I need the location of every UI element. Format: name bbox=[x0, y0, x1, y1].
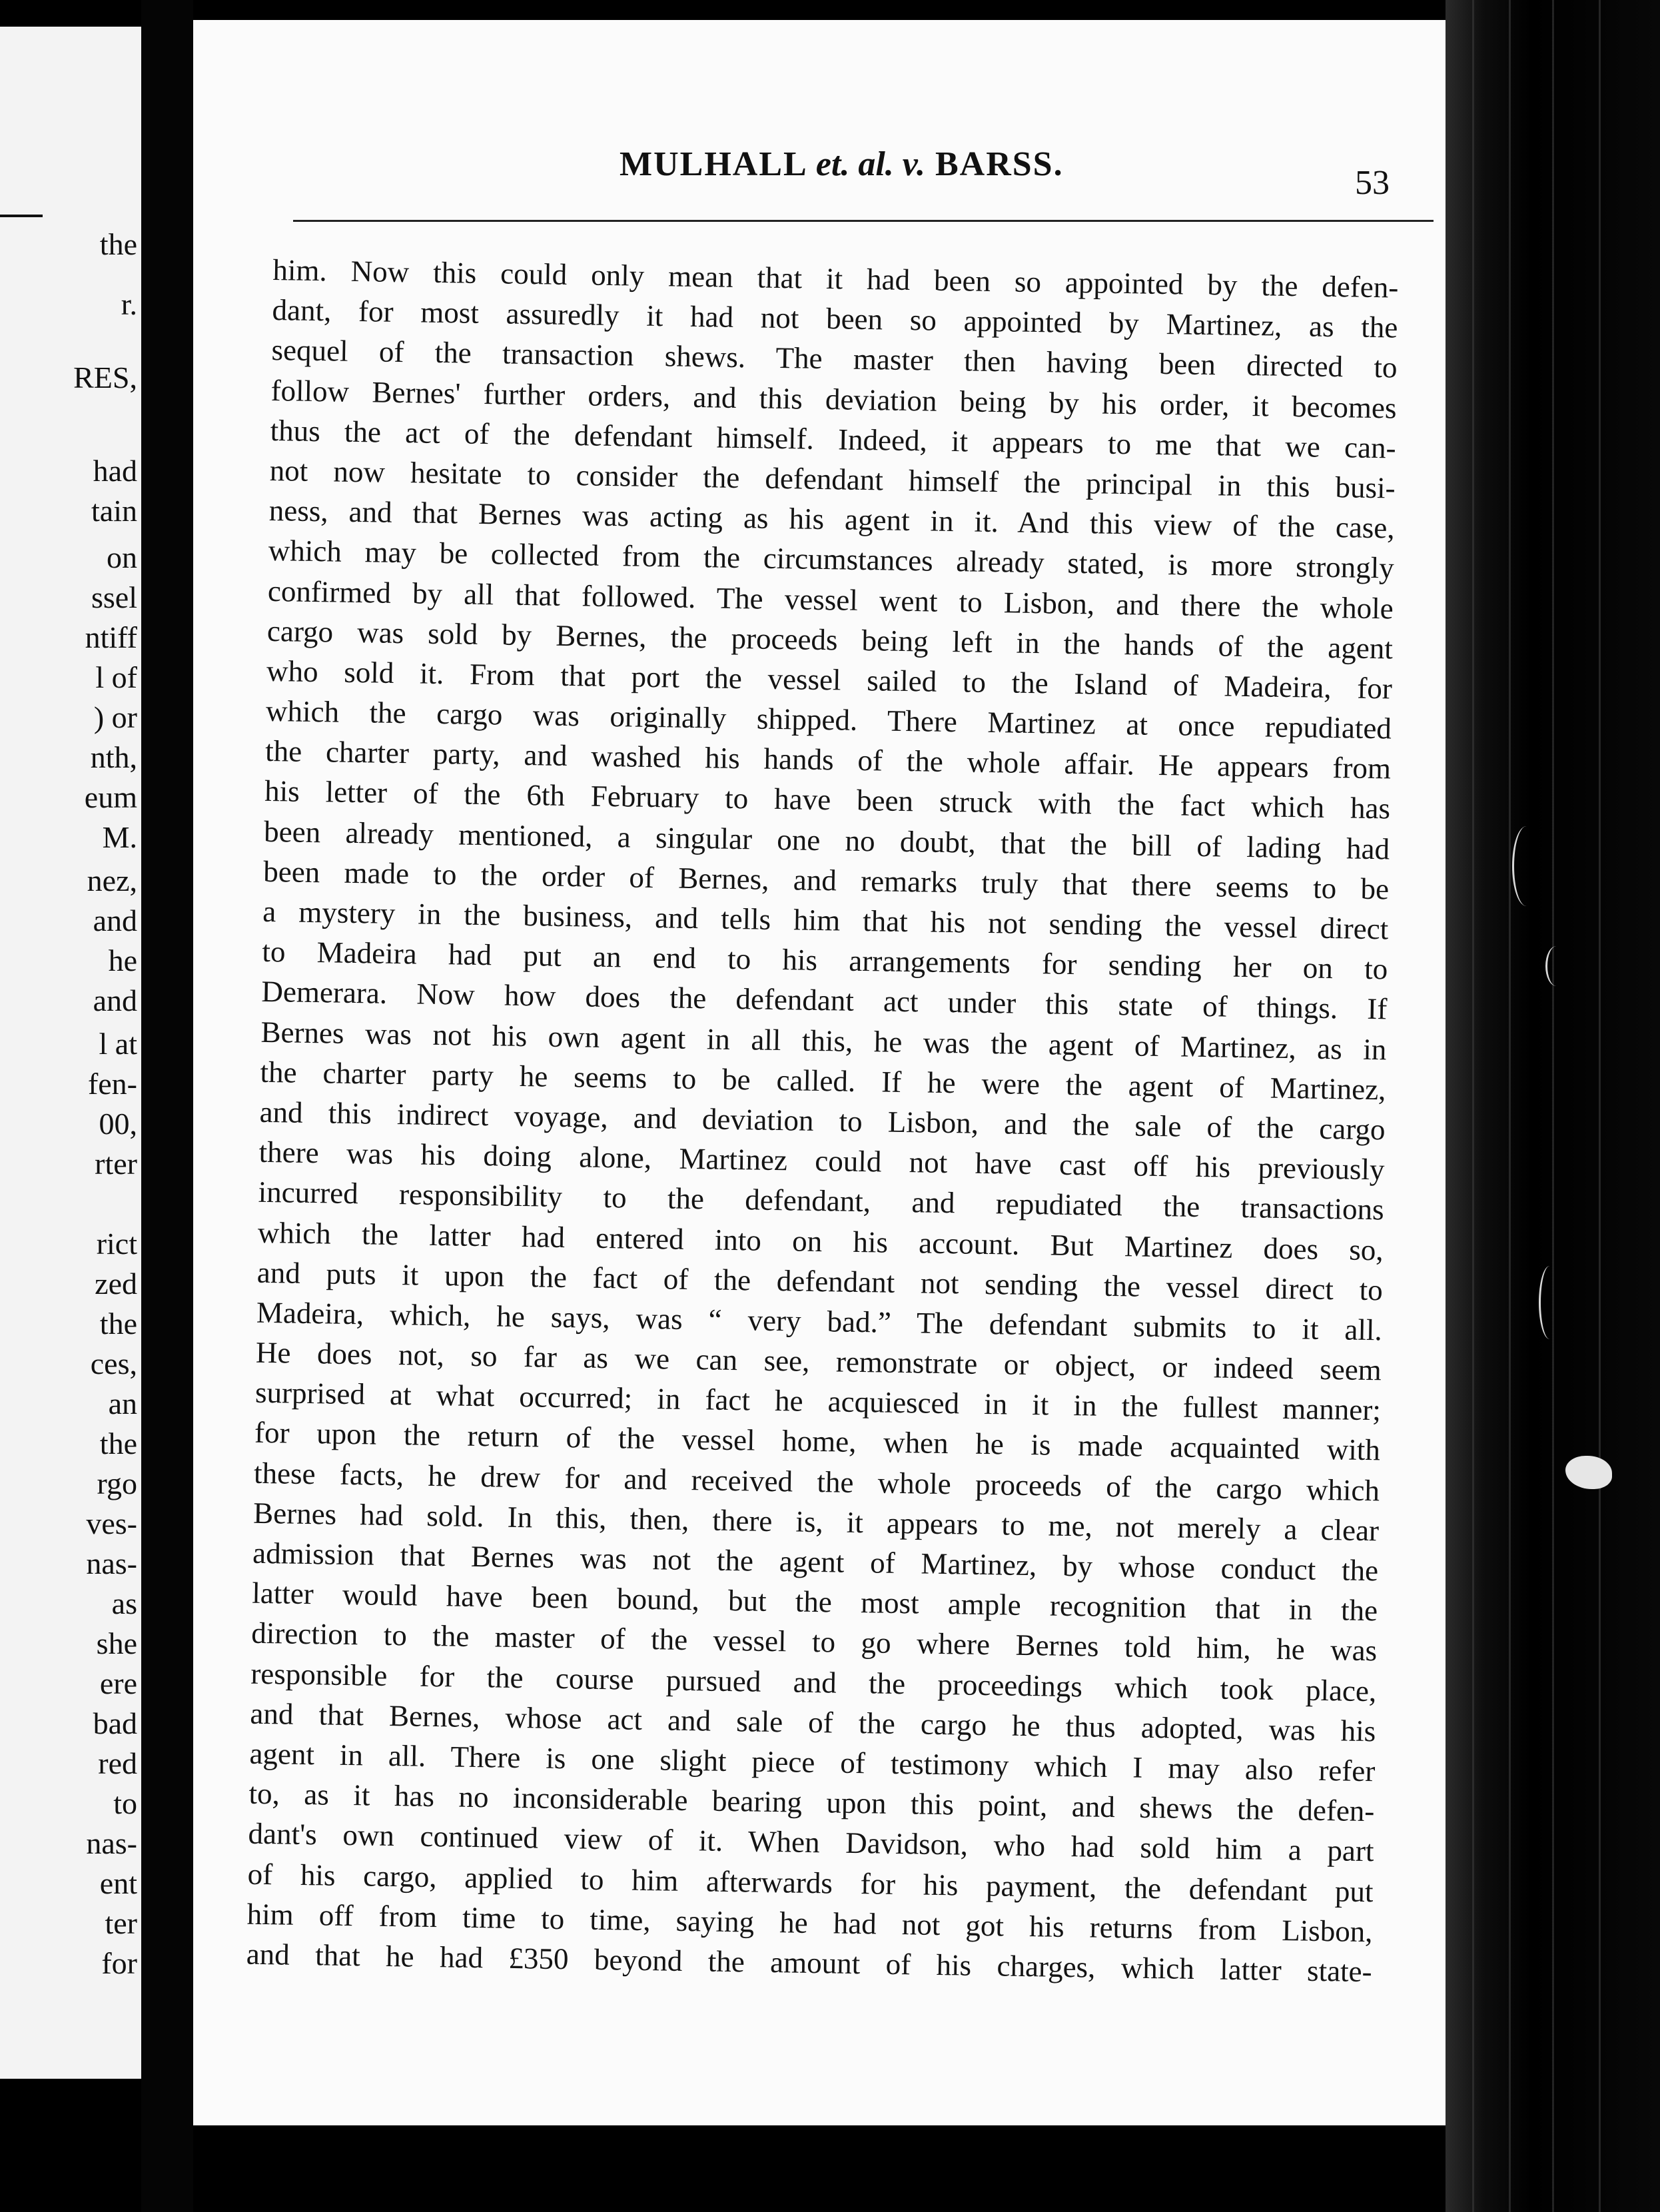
text-line: Bernes was not his own agent in all this, he was the agent of Martinez, as in bbox=[260, 1015, 1387, 1066]
left-margin-fragment: on bbox=[107, 540, 137, 574]
text-line: not now hesitate to consider the defendant himself the principal in this busi- bbox=[269, 453, 1396, 505]
text-line: incurred responsibility to the defendant, and repudiated the transactions bbox=[258, 1175, 1384, 1227]
text-line: Madeira, which, he says, was “ very bad.” The defendant submits to it all. bbox=[256, 1295, 1383, 1347]
left-margin-fragment: M. bbox=[102, 820, 137, 854]
text-line: cargo was sold by Bernes, the proceeds being left in the hands of the agent bbox=[266, 614, 1394, 666]
left-margin-fragment: zed bbox=[95, 1267, 137, 1301]
left-margin-fragment: 00, bbox=[99, 1107, 137, 1141]
left-margin-fragment: tain bbox=[91, 494, 137, 528]
left-margin-fragment: bad bbox=[93, 1706, 137, 1740]
text-line: for upon the return of the vessel home, when he is made acquainted with bbox=[254, 1416, 1381, 1467]
text-line: dant, for most assuredly it had not been so appointed by Martinez, as the bbox=[272, 293, 1398, 344]
text-line: latter would have been bound, but the most ample recognition that in the bbox=[251, 1576, 1378, 1628]
text-line: sequel of the transaction shews. The master then having been directed to bbox=[271, 333, 1398, 384]
left-margin-fragment: to bbox=[113, 1786, 137, 1820]
left-margin-fragment: ves- bbox=[86, 1506, 137, 1540]
text-line: thus the act of the defendant himself. Indeed, it appears to me that we can- bbox=[270, 413, 1396, 465]
text-line: He does not, so far as we can see, remonstrate or object, or indeed seem bbox=[255, 1335, 1382, 1387]
left-margin-fragment: l of bbox=[95, 660, 137, 694]
text-line: him off from time to time, saying he had not got his returns from Lisbon, bbox=[246, 1897, 1373, 1948]
header-rule bbox=[293, 220, 1434, 222]
left-margin-fragment: red bbox=[98, 1746, 137, 1780]
left-margin-fragment: as bbox=[111, 1586, 137, 1620]
left-margin-fragment: ent bbox=[99, 1866, 137, 1900]
left-margin-fragment: ter bbox=[105, 1906, 137, 1940]
text-line: a mystery in the business, and tells him that his not sending the vessel direct bbox=[262, 894, 1389, 946]
text-line: responsible for the course pursued and the proceedings which took place, bbox=[250, 1656, 1377, 1708]
left-margin-fragment: for bbox=[101, 1946, 137, 1980]
text-line: confirmed by all that followed. The vessel went to Lisbon, and there the whole bbox=[267, 574, 1394, 625]
text-line: the charter party he seems to be called. If he were the agent of Martinez, bbox=[260, 1055, 1386, 1107]
left-margin-fragment: the bbox=[99, 1426, 137, 1460]
left-margin-fragment: ssel bbox=[91, 580, 137, 614]
left-margin-fragment: and bbox=[93, 903, 137, 937]
left-margin-fragment: nez, bbox=[87, 863, 137, 897]
text-line: follow Bernes' further orders, and this deviation being by his order, it becomes bbox=[270, 373, 1397, 425]
left-margin-fragment: the bbox=[99, 1307, 137, 1341]
text-line: who sold it. From that port the vessel sailed to the Island of Madeira, for bbox=[266, 654, 1393, 706]
left-margin-fragment: she bbox=[96, 1626, 137, 1660]
left-margin-fragment: the bbox=[99, 227, 137, 261]
left-margin-fragment: he bbox=[108, 943, 137, 977]
text-line: which the cargo was originally shipped. There Martinez at once repudiated bbox=[265, 694, 1392, 746]
left-margin-fragment: and bbox=[93, 983, 137, 1017]
running-head bbox=[193, 137, 1446, 203]
left-margin-fragment: nth, bbox=[90, 740, 137, 774]
text-line: of his cargo, applied to him afterwards for his payment, the defendant put bbox=[247, 1857, 1374, 1908]
left-margin-fragment: nas- bbox=[86, 1826, 137, 1860]
left-margin-fragment: ) or bbox=[93, 700, 137, 734]
left-margin-fragment: RES, bbox=[73, 360, 137, 394]
text-line: been already mentioned, a singular one no doubt, that the bill of lading had bbox=[263, 814, 1390, 866]
left-margin-fragment: ntiff bbox=[85, 620, 137, 654]
text-line: to Madeira had put an end to his arrangements for sending her on to bbox=[262, 935, 1388, 986]
left-margin-fragment: ere bbox=[99, 1666, 137, 1700]
left-margin-fragment: eum bbox=[84, 780, 137, 814]
text-line: his letter of the 6th February to have been struck with the fact which has bbox=[264, 774, 1391, 826]
edge-scratch bbox=[1539, 1266, 1561, 1339]
text-line: been made to the order of Bernes, and remarks truly that there seems to be bbox=[262, 854, 1390, 906]
text-line: ness, and that Bernes was acting as his agent in it. And this view of the case, bbox=[268, 494, 1396, 545]
running-title-italic: et. al. v. bbox=[815, 145, 925, 183]
page-gutter bbox=[141, 0, 193, 2212]
text-line: and that Bernes, whose act and sale of the cargo he thus adopted, was his bbox=[250, 1696, 1376, 1748]
text-line: and that he had £350 beyond the amount of his charges, which latter state- bbox=[246, 1937, 1373, 1989]
running-title-part1: MULHALL bbox=[620, 145, 816, 183]
text-line: and this indirect voyage, and deviation to Lisbon, and the sale of the cargo bbox=[259, 1095, 1386, 1147]
left-margin-fragment: r. bbox=[121, 287, 137, 321]
left-margin-fragment: nas- bbox=[86, 1546, 137, 1580]
text-line: admission that Bernes was not the agent of Martinez, by whose conduct the bbox=[252, 1536, 1379, 1588]
left-margin-fragment: ces, bbox=[90, 1347, 137, 1381]
text-line: and puts it upon the fact of the defendant not sending the vessel direct to bbox=[256, 1255, 1384, 1307]
edge-scratch bbox=[1512, 826, 1541, 906]
text-line: these facts, he drew for and received the whole proceeds of the cargo which bbox=[253, 1456, 1380, 1507]
left-page-rule bbox=[0, 215, 43, 217]
text-line: Demerara. Now how does the defendant act under this state of things. If bbox=[261, 975, 1388, 1026]
text-line: there was his doing alone, Martinez could not have cast off his previously bbox=[258, 1135, 1385, 1187]
edge-stripe bbox=[1552, 0, 1554, 2212]
running-title bbox=[620, 145, 1064, 184]
page-number: 53 bbox=[1355, 164, 1390, 202]
text-line: Bernes had sold. In this, then, there is, it appears to me, not merely a clear bbox=[252, 1496, 1380, 1548]
left-page-strip bbox=[0, 27, 141, 2079]
left-margin-fragment: rict bbox=[96, 1227, 137, 1261]
text-line: dant's own continued view of it. When Davidson, who had sold him a part bbox=[248, 1817, 1374, 1868]
left-margin-fragment: fen- bbox=[87, 1067, 137, 1101]
book-edge bbox=[1446, 0, 1660, 2212]
running-title-part2: BARSS. bbox=[925, 145, 1064, 183]
body-text bbox=[246, 250, 1398, 1991]
text-line: him. Now this could only mean that it had been so appointed by the defen- bbox=[272, 253, 1399, 304]
left-margin-fragment: rter bbox=[95, 1147, 137, 1181]
text-line: agent in all. There is one slight piece of testimony which I may also refer bbox=[249, 1736, 1376, 1788]
edge-stripe bbox=[1509, 0, 1511, 2212]
left-margin-fragment: had bbox=[93, 454, 137, 488]
book-page bbox=[193, 20, 1446, 2125]
text-line: direction to the master of the vessel to go where Bernes told him, he was bbox=[250, 1616, 1378, 1668]
text-line: which may be collected from the circumstances already stated, is more strongly bbox=[268, 534, 1395, 585]
edge-stripe bbox=[1472, 0, 1474, 2212]
edge-blot bbox=[1565, 1456, 1612, 1489]
edge-scratch bbox=[1545, 946, 1567, 986]
left-margin-fragment: rgo bbox=[97, 1466, 137, 1500]
text-line: the charter party, and washed his hands of the whole affair. He appears from bbox=[264, 734, 1392, 786]
left-margin-fragment: an bbox=[108, 1386, 137, 1420]
text-line: to, as it has no inconsiderable bearing upon this point, and shews the defen- bbox=[248, 1776, 1375, 1828]
text-line: surprised at what occurred; in fact he acquiesced in it in the fullest manner; bbox=[254, 1376, 1382, 1427]
text-line: which the latter had entered into on his account. But Martinez does so, bbox=[257, 1215, 1384, 1267]
left-margin-fragment: l at bbox=[99, 1027, 137, 1061]
edge-stripe bbox=[1599, 0, 1601, 2212]
